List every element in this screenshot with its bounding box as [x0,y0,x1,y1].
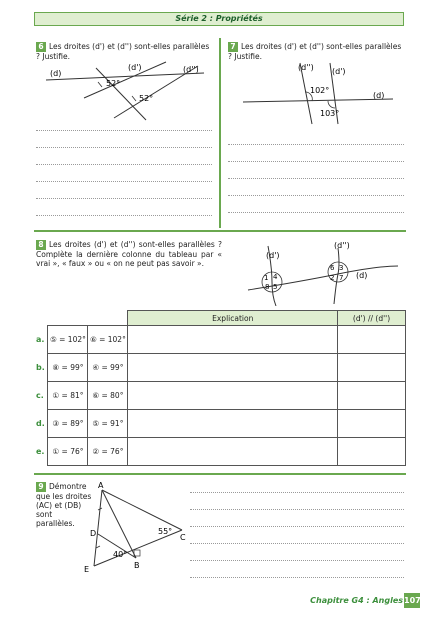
parallel-answer-cell[interactable] [338,438,406,466]
row-value-1: ① = 76° [48,438,88,466]
tick-mark [96,546,100,548]
row-label: b. [36,363,45,372]
exercise-8-question [36,240,222,268]
explication-cell[interactable] [128,326,338,354]
row-value-2: ⑥ = 80° [88,382,128,410]
angle-label-1: 55° [158,527,173,536]
exercise-9-number: 9 [36,482,46,492]
answer-line [228,144,404,145]
answer-line [228,161,404,162]
answer-line [36,164,212,165]
explication-cell[interactable] [128,438,338,466]
row-value-1: ① = 81° [48,382,88,410]
answer-line [228,195,404,196]
exercise-7-number: 7 [228,42,238,52]
exercise-6-number: 6 [36,42,46,52]
row-value-1: ⑤ = 102° [48,326,88,354]
answer-line [190,577,404,578]
label-d1: (d') [332,67,346,76]
label-d1: (d') [266,251,280,260]
header-parallel: (d') // (d'') [338,311,406,326]
table-row [36,410,406,438]
angle-num-3: 3 [339,264,344,272]
angle-num-1: 1 [264,274,269,282]
parallel-answer-cell[interactable] [338,410,406,438]
row-value-2: ⑥ = 102° [88,326,128,354]
table-header-row [36,311,406,326]
angle-num-6: 6 [330,264,335,272]
angle-label-2: 40° [113,550,128,559]
row-label: e. [36,447,45,456]
segment-AE [94,490,102,566]
label-d1: (d') [128,63,142,72]
exercise-7-answer-lines [228,134,404,213]
exercise-8-table [36,310,406,466]
exercise-7-text: Les droites (d') et (d'') sont-elles parallèles ? Justifie. [228,42,402,61]
row-value-2: ② = 76° [88,438,128,466]
angle-num-7: 7 [339,274,344,282]
table-row [36,382,406,410]
row-value-1: ⑧ = 99° [48,354,88,382]
chapter-footer: Chapitre G4 : Angles [310,596,403,605]
answer-line [36,215,212,216]
answer-line [190,492,404,493]
explication-cell[interactable] [128,354,338,382]
parallel-answer-cell[interactable] [338,326,406,354]
explication-cell[interactable] [128,410,338,438]
exercise-9-figure [80,478,190,578]
answer-line [36,130,212,131]
exercise-6-text: Les droites (d') et (d'') sont-elles parallèles ? Justifie. [36,42,210,61]
line-d [248,266,398,290]
row-value-2: ⑤ = 91° [88,410,128,438]
angle-mark-1 [98,82,102,87]
series-title: Série 2 : Propriétés [34,12,404,26]
label-d: (d) [50,69,62,78]
exercise-9-text: Démontre que les droites (AC) et (DB) sont parallèles. [36,482,92,528]
row-value-2: ④ = 99° [88,354,128,382]
answer-line [190,560,404,561]
angle-label-1: 102° [310,86,330,95]
point-A: A [98,481,104,490]
row-label: a. [36,335,45,344]
point-B: B [134,561,140,570]
point-C: C [180,533,186,542]
parallel-answer-cell[interactable] [338,382,406,410]
answer-line [36,198,212,199]
exercise-8-number: 8 [36,240,46,250]
angle-label-2: 103° [320,109,340,118]
point-E: E [84,565,90,574]
answer-line [228,212,404,213]
line-d [243,99,393,102]
answer-line [190,526,404,527]
answer-line [36,181,212,182]
label-d: (d) [373,91,385,100]
segment-AC [102,490,182,530]
line-d1 [84,62,166,98]
exercise-7-figure [228,58,408,128]
label-d: (d) [356,271,368,280]
label-d2: (d'') [298,63,314,72]
exercise-6-figure [36,58,216,128]
point-D: D [90,529,97,538]
table-row [36,326,406,354]
label-d2: (d'') [334,241,350,250]
exercise-6-answer-lines [36,120,212,216]
answer-line [228,178,404,179]
angle-num-8: 8 [265,283,270,291]
table-row [36,438,406,466]
section-separator [34,473,406,475]
angle-arc-2 [328,101,335,108]
parallel-answer-cell[interactable] [338,354,406,382]
table-row [36,354,406,382]
explication-cell[interactable] [128,382,338,410]
angle-mark-2 [132,96,136,101]
exercise-9-answer-lines [190,484,404,578]
row-label: d. [36,419,45,428]
angle-num-5: 5 [273,283,278,291]
header-explication: Explication [128,311,338,326]
exercise-8-figure [228,238,408,306]
section-separator [34,230,406,232]
angle-num-2: 2 [330,274,335,282]
label-d2: (d'') [183,65,199,74]
column-separator [219,38,221,228]
row-value-1: ③ = 89° [48,410,88,438]
angle-num-4: 4 [273,273,278,281]
angle-label-1: 52° [106,79,121,88]
answer-line [190,543,404,544]
exercise-8-text: Les droites (d') et (d'') sont-elles parallèles ? Complète la dernière colonne du tableau par « vrai », « faux » ou « on ne peut pas savoir ». [36,240,222,268]
answer-line [190,509,404,510]
angle-label-2: 52° [139,94,154,103]
row-label: c. [36,391,44,400]
page-number: 107 [404,593,420,608]
answer-line [36,147,212,148]
